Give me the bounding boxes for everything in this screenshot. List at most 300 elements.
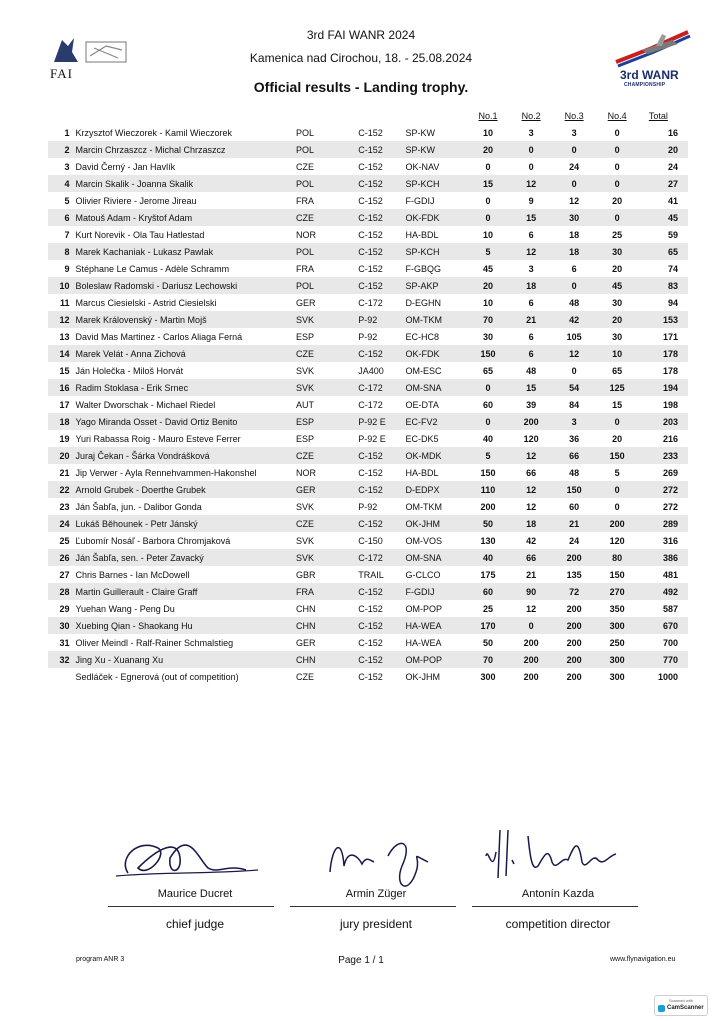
table-row xyxy=(48,549,688,566)
score-no3-cell: 200 xyxy=(553,549,596,566)
score-no4-cell: 350 xyxy=(596,600,639,617)
total-cell: 233 xyxy=(639,447,688,464)
crew-cell: Ján Šabľa, jun. - Dalibor Gonda xyxy=(76,498,296,515)
score-no2-cell: 39 xyxy=(510,396,553,413)
table-row xyxy=(48,634,688,651)
rank-cell: 25 xyxy=(48,532,76,549)
score-no1-cell: 15 xyxy=(467,175,510,192)
registration-cell: OM-POP xyxy=(406,600,467,617)
total-cell: 178 xyxy=(639,345,688,362)
rank-cell: 9 xyxy=(48,260,76,277)
score-no3-cell: 0 xyxy=(553,141,596,158)
scanner-line2: CamScanner xyxy=(667,1005,704,1011)
aircraft-type-cell: C-152 xyxy=(358,192,405,209)
score-no1-cell: 150 xyxy=(467,464,510,481)
nationality-cell: CHN xyxy=(296,651,358,668)
score-no3-cell: 48 xyxy=(553,294,596,311)
rank-cell: 7 xyxy=(48,226,76,243)
crew-cell: Arnold Grubek - Doerthe Grubek xyxy=(76,481,296,498)
total-cell: 670 xyxy=(639,617,688,634)
aircraft-type-cell: C-152 xyxy=(358,583,405,600)
registration-cell: D-EDPX xyxy=(406,481,467,498)
score-no2-cell: 0 xyxy=(510,141,553,158)
aircraft-type-cell: C-172 xyxy=(358,396,405,413)
table-row xyxy=(48,413,688,430)
table-row xyxy=(48,498,688,515)
score-no1-cell: 50 xyxy=(467,634,510,651)
registration-cell: G-CLCO xyxy=(406,566,467,583)
score-no1-cell: 300 xyxy=(467,668,510,685)
score-no2-cell: 0 xyxy=(510,617,553,634)
crew-cell: Matouš Adam - Kryštof Adam xyxy=(76,209,296,226)
wanr-logo-title: 3rd WANR xyxy=(620,68,679,82)
score-no1-cell: 20 xyxy=(467,141,510,158)
aircraft-type-cell: C-152 xyxy=(358,600,405,617)
nationality-cell: SVK xyxy=(296,549,358,566)
score-no3-cell: 72 xyxy=(553,583,596,600)
director-signature-line xyxy=(472,906,638,907)
crew-cell: Juraj Čekan - Šárka Vondrášková xyxy=(76,447,296,464)
registration-cell: OM-TKM xyxy=(406,311,467,328)
rank-cell: 28 xyxy=(48,583,76,600)
total-cell: 27 xyxy=(639,175,688,192)
table-row xyxy=(48,515,688,532)
registration-cell: OK-NAV xyxy=(406,158,467,175)
nationality-cell: CZE xyxy=(296,515,358,532)
aircraft-type-cell: C-152 xyxy=(358,447,405,464)
score-no3-cell: 21 xyxy=(553,515,596,532)
signature-jury-icon xyxy=(318,826,478,896)
jury-role: jury president xyxy=(339,917,413,931)
score-no1-cell: 60 xyxy=(467,583,510,600)
nationality-cell: SVK xyxy=(296,311,358,328)
column-header-no3: No.3 xyxy=(564,110,584,121)
aircraft-type-cell: C-172 xyxy=(358,379,405,396)
score-no3-cell: 60 xyxy=(553,498,596,515)
score-no1-cell: 175 xyxy=(467,566,510,583)
score-no1-cell: 20 xyxy=(467,277,510,294)
aircraft-type-cell: JA400 xyxy=(358,362,405,379)
rank-cell: 6 xyxy=(48,209,76,226)
rank-cell: 21 xyxy=(48,464,76,481)
score-no4-cell: 25 xyxy=(596,226,639,243)
score-no1-cell: 170 xyxy=(467,617,510,634)
crew-cell: Boleslaw Radomski - Dariusz Lechowski xyxy=(76,277,296,294)
registration-cell: OK-FDK xyxy=(406,209,467,226)
rank-cell: 23 xyxy=(48,498,76,515)
score-no1-cell: 5 xyxy=(467,243,510,260)
rank-cell: 10 xyxy=(48,277,76,294)
nationality-cell: CZE xyxy=(296,447,358,464)
score-no2-cell: 12 xyxy=(510,600,553,617)
score-no2-cell: 66 xyxy=(510,549,553,566)
nationality-cell: FRA xyxy=(296,583,358,600)
score-no1-cell: 40 xyxy=(467,430,510,447)
score-no4-cell: 30 xyxy=(596,294,639,311)
registration-cell: OK-JHM xyxy=(406,668,467,685)
registration-cell: D-EGHN xyxy=(406,294,467,311)
rank-cell: 32 xyxy=(48,651,76,668)
total-cell: 153 xyxy=(639,311,688,328)
aircraft-type-cell: C-152 xyxy=(358,617,405,634)
score-no2-cell: 15 xyxy=(510,209,553,226)
score-no3-cell: 36 xyxy=(553,430,596,447)
score-no1-cell: 110 xyxy=(467,481,510,498)
aircraft-type-cell: C-152 xyxy=(358,243,405,260)
table-row xyxy=(48,141,688,158)
score-no2-cell: 18 xyxy=(510,277,553,294)
event-location-dates: Kamenica nad Cirochou, 18. - 25.08.2024 xyxy=(249,51,473,65)
table-row xyxy=(48,209,688,226)
table-row xyxy=(48,447,688,464)
total-cell: 700 xyxy=(639,634,688,651)
score-no2-cell: 6 xyxy=(510,345,553,362)
total-cell: 216 xyxy=(639,430,688,447)
score-no2-cell: 0 xyxy=(510,158,553,175)
score-no3-cell: 0 xyxy=(553,175,596,192)
crew-cell: Ľubomír Nosáľ - Barbora Chromjaková xyxy=(76,532,296,549)
score-no2-cell: 12 xyxy=(510,447,553,464)
registration-cell: F-GDIJ xyxy=(406,192,467,209)
score-no1-cell: 150 xyxy=(467,345,510,362)
results-table xyxy=(48,107,688,685)
score-no2-cell: 3 xyxy=(510,124,553,141)
nationality-cell: SVK xyxy=(296,362,358,379)
score-no4-cell: 65 xyxy=(596,362,639,379)
score-no3-cell: 12 xyxy=(553,192,596,209)
score-no1-cell: 10 xyxy=(467,294,510,311)
table-row xyxy=(48,294,688,311)
registration-cell: EC-HC8 xyxy=(406,328,467,345)
rank-cell: 8 xyxy=(48,243,76,260)
rank-cell: 18 xyxy=(48,413,76,430)
nationality-cell: CZE xyxy=(296,668,358,685)
table-row xyxy=(48,311,688,328)
registration-cell: EC-FV2 xyxy=(406,413,467,430)
crew-cell: Marcus Ciesielski - Astrid Ciesielski xyxy=(76,294,296,311)
total-cell: 65 xyxy=(639,243,688,260)
crew-cell: Olivier Riviere - Jerome Jireau xyxy=(76,192,296,209)
crew-cell: Krzysztof Wieczorek - Kamil Wieczorek xyxy=(76,124,296,141)
score-no3-cell: 24 xyxy=(553,158,596,175)
nationality-cell: POL xyxy=(296,141,358,158)
score-no3-cell: 66 xyxy=(553,447,596,464)
table-row xyxy=(48,396,688,413)
page-number: Page 1 / 1 xyxy=(338,955,384,966)
aircraft-type-cell: C-172 xyxy=(358,549,405,566)
score-no4-cell: 30 xyxy=(596,328,639,345)
score-no4-cell: 200 xyxy=(596,515,639,532)
total-cell: 492 xyxy=(639,583,688,600)
registration-cell: OM-SNA xyxy=(406,549,467,566)
score-no1-cell: 0 xyxy=(467,192,510,209)
crew-cell: Lukáš Běhounek - Petr Jánský xyxy=(76,515,296,532)
table-row xyxy=(48,124,688,141)
score-no2-cell: 3 xyxy=(510,260,553,277)
column-header-no1: No.1 xyxy=(478,110,498,121)
footer-program: program ANR 3 xyxy=(76,956,125,963)
rank-cell: 1 xyxy=(48,124,76,141)
aircraft-type-cell: P-92 xyxy=(358,498,405,515)
table-row xyxy=(48,260,688,277)
registration-cell: OM-SNA xyxy=(406,379,467,396)
crew-cell: Yuri Rabassa Roig - Mauro Esteve Ferrer xyxy=(76,430,296,447)
aircraft-type-cell: C-152 xyxy=(358,464,405,481)
score-no4-cell: 0 xyxy=(596,175,639,192)
rank-cell: 4 xyxy=(48,175,76,192)
score-no4-cell: 150 xyxy=(596,447,639,464)
total-cell: 481 xyxy=(639,566,688,583)
score-no3-cell: 0 xyxy=(553,277,596,294)
jury-signature-line xyxy=(290,906,456,907)
score-no2-cell: 200 xyxy=(510,634,553,651)
registration-cell: HA-BDL xyxy=(406,226,467,243)
nationality-cell: POL xyxy=(296,124,358,141)
aircraft-type-cell: C-172 xyxy=(358,294,405,311)
score-no4-cell: 5 xyxy=(596,464,639,481)
score-no1-cell: 65 xyxy=(467,362,510,379)
score-no3-cell: 30 xyxy=(553,209,596,226)
nationality-cell: CZE xyxy=(296,209,358,226)
total-cell: 83 xyxy=(639,277,688,294)
registration-cell: OK-JHM xyxy=(406,515,467,532)
score-no2-cell: 21 xyxy=(510,566,553,583)
rank-cell: 5 xyxy=(48,192,76,209)
signature-director-icon xyxy=(478,816,638,886)
score-no3-cell: 200 xyxy=(553,617,596,634)
table-row xyxy=(48,192,688,209)
total-cell: 386 xyxy=(639,549,688,566)
score-no3-cell: 3 xyxy=(553,124,596,141)
nationality-cell: POL xyxy=(296,243,358,260)
score-no3-cell: 54 xyxy=(553,379,596,396)
wanr-logo-sub: CHAMPIONSHIP xyxy=(624,82,666,88)
signature-jury xyxy=(318,826,478,896)
total-cell: 198 xyxy=(639,396,688,413)
rank-cell: 31 xyxy=(48,634,76,651)
crew-cell: Ján Šabľa, sen. - Peter Zavacký xyxy=(76,549,296,566)
rank-cell: 2 xyxy=(48,141,76,158)
score-no4-cell: 0 xyxy=(596,124,639,141)
nationality-cell: GER xyxy=(296,481,358,498)
score-no3-cell: 135 xyxy=(553,566,596,583)
score-no1-cell: 70 xyxy=(467,651,510,668)
scanner-line1: Scanned with xyxy=(668,998,693,1003)
score-no3-cell: 42 xyxy=(553,311,596,328)
total-cell: 269 xyxy=(639,464,688,481)
aircraft-type-cell: P-92 E xyxy=(358,413,405,430)
rank-cell: 12 xyxy=(48,311,76,328)
nationality-cell: FRA xyxy=(296,192,358,209)
score-no1-cell: 200 xyxy=(467,498,510,515)
score-no2-cell: 12 xyxy=(510,481,553,498)
nationality-cell: SVK xyxy=(296,379,358,396)
score-no4-cell: 120 xyxy=(596,532,639,549)
crew-cell: Stéphane Le Camus - Adèle Schramm xyxy=(76,260,296,277)
rank-cell: 19 xyxy=(48,430,76,447)
judge-name: Maurice Ducret xyxy=(157,888,233,900)
total-cell: 587 xyxy=(639,600,688,617)
score-no4-cell: 30 xyxy=(596,243,639,260)
score-no2-cell: 66 xyxy=(510,464,553,481)
rank-cell: 13 xyxy=(48,328,76,345)
crew-cell: Yuehan Wang - Peng Du xyxy=(76,600,296,617)
aircraft-type-cell: P-92 xyxy=(358,328,405,345)
airplane-logo-icon xyxy=(612,28,694,70)
column-header-total: Total xyxy=(648,110,668,121)
score-no4-cell: 20 xyxy=(596,192,639,209)
score-no3-cell: 105 xyxy=(553,328,596,345)
crew-cell: Yago Miranda Osset - David Ortiz Benito xyxy=(76,413,296,430)
score-no2-cell: 120 xyxy=(510,430,553,447)
score-no1-cell: 30 xyxy=(467,328,510,345)
rank-cell: 30 xyxy=(48,617,76,634)
score-no2-cell: 12 xyxy=(510,243,553,260)
score-no4-cell: 125 xyxy=(596,379,639,396)
score-no4-cell: 300 xyxy=(596,617,639,634)
score-no4-cell: 80 xyxy=(596,549,639,566)
total-cell: 24 xyxy=(639,158,688,175)
registration-cell: HA-BDL xyxy=(406,464,467,481)
registration-cell: OM-VOS xyxy=(406,532,467,549)
nationality-cell: SVK xyxy=(296,532,358,549)
table-row xyxy=(48,158,688,175)
score-no4-cell: 270 xyxy=(596,583,639,600)
column-header-no4: No.4 xyxy=(607,110,627,121)
scanner-watermark xyxy=(654,995,708,1016)
score-no3-cell: 84 xyxy=(553,396,596,413)
table-row xyxy=(48,668,688,685)
crew-cell: Marek Velát - Anna Zichová xyxy=(76,345,296,362)
director-role: competition director xyxy=(505,917,611,931)
crew-cell: David Černý - Jan Havlík xyxy=(76,158,296,175)
score-no1-cell: 60 xyxy=(467,396,510,413)
total-cell: 194 xyxy=(639,379,688,396)
score-no3-cell: 3 xyxy=(553,413,596,430)
score-no3-cell: 0 xyxy=(553,362,596,379)
total-cell: 94 xyxy=(639,294,688,311)
score-no1-cell: 0 xyxy=(467,209,510,226)
aircraft-type-cell: C-152 xyxy=(358,668,405,685)
results-body xyxy=(48,124,688,685)
score-no1-cell: 130 xyxy=(467,532,510,549)
nationality-cell: CZE xyxy=(296,345,358,362)
registration-cell: SP-KW xyxy=(406,141,467,158)
total-cell: 171 xyxy=(639,328,688,345)
nationality-cell: FRA xyxy=(296,260,358,277)
nationality-cell: AUT xyxy=(296,396,358,413)
rank-cell: 26 xyxy=(48,549,76,566)
total-cell: 59 xyxy=(639,226,688,243)
nationality-cell: GER xyxy=(296,634,358,651)
registration-cell: SP-KCH xyxy=(406,243,467,260)
score-no1-cell: 40 xyxy=(467,549,510,566)
score-no4-cell: 20 xyxy=(596,260,639,277)
score-no4-cell: 0 xyxy=(596,413,639,430)
registration-cell: OM-TKM xyxy=(406,498,467,515)
crew-cell: Marcin Chrzaszcz - Michal Chrzaszcz xyxy=(76,141,296,158)
score-no3-cell: 12 xyxy=(553,345,596,362)
total-cell: 272 xyxy=(639,498,688,515)
aircraft-type-cell: C-150 xyxy=(358,532,405,549)
registration-cell: OM-POP xyxy=(406,651,467,668)
score-no3-cell: 18 xyxy=(553,226,596,243)
table-row xyxy=(48,583,688,600)
table-row xyxy=(48,430,688,447)
total-cell: 770 xyxy=(639,651,688,668)
table-row xyxy=(48,243,688,260)
crew-cell: Martin Guillerault - Claire Graff xyxy=(76,583,296,600)
aircraft-type-cell: C-152 xyxy=(358,209,405,226)
aircraft-type-cell: C-152 xyxy=(358,175,405,192)
total-cell: 203 xyxy=(639,413,688,430)
score-no4-cell: 0 xyxy=(596,481,639,498)
nationality-cell: NOR xyxy=(296,464,358,481)
score-no4-cell: 250 xyxy=(596,634,639,651)
registration-cell: SP-AKP xyxy=(406,277,467,294)
score-no4-cell: 300 xyxy=(596,668,639,685)
crew-cell: Chris Barnes - Ian McDowell xyxy=(76,566,296,583)
crew-cell: Radim Stoklasa - Erik Srnec xyxy=(76,379,296,396)
footer-website: www.flynavigation.eu xyxy=(610,956,676,963)
score-no2-cell: 12 xyxy=(510,175,553,192)
score-no4-cell: 150 xyxy=(596,566,639,583)
registration-cell: SP-KW xyxy=(406,124,467,141)
table-row xyxy=(48,345,688,362)
score-no4-cell: 0 xyxy=(596,498,639,515)
score-no4-cell: 10 xyxy=(596,345,639,362)
nationality-cell: NOR xyxy=(296,226,358,243)
total-cell: 74 xyxy=(639,260,688,277)
judge-role: chief judge xyxy=(165,917,225,931)
nationality-cell: POL xyxy=(296,175,358,192)
aircraft-type-cell: C-152 xyxy=(358,158,405,175)
registration-cell: F-GDIJ xyxy=(406,583,467,600)
fai-logo-text: FAI xyxy=(50,66,73,81)
total-cell: 20 xyxy=(639,141,688,158)
registration-cell: OK-MDK xyxy=(406,447,467,464)
table-row xyxy=(48,651,688,668)
wanr-logo xyxy=(612,28,694,94)
registration-cell: EC-DK5 xyxy=(406,430,467,447)
crew-cell: Marek Kachaniak - Lukasz Pawlak xyxy=(76,243,296,260)
rank-cell: 27 xyxy=(48,566,76,583)
score-no4-cell: 0 xyxy=(596,158,639,175)
score-no2-cell: 15 xyxy=(510,379,553,396)
score-no2-cell: 200 xyxy=(510,651,553,668)
score-no2-cell: 42 xyxy=(510,532,553,549)
crew-cell: Xuebing Qian - Shaokang Hu xyxy=(76,617,296,634)
score-no2-cell: 48 xyxy=(510,362,553,379)
jury-name: Armin Züger xyxy=(345,888,407,900)
registration-cell: HA-WEA xyxy=(406,634,467,651)
registration-cell: SP-KCH xyxy=(406,175,467,192)
score-no4-cell: 20 xyxy=(596,311,639,328)
score-no1-cell: 45 xyxy=(467,260,510,277)
nationality-cell: POL xyxy=(296,277,358,294)
aircraft-type-cell: C-152 xyxy=(358,481,405,498)
aircraft-type-cell: C-152 xyxy=(358,260,405,277)
crew-cell: Marek Královenský - Martin Mojš xyxy=(76,311,296,328)
nationality-cell: CZE xyxy=(296,158,358,175)
registration-cell: OM-ESC xyxy=(406,362,467,379)
total-cell: 289 xyxy=(639,515,688,532)
aircraft-type-cell: C-152 xyxy=(358,634,405,651)
rank-cell: 24 xyxy=(48,515,76,532)
aircraft-type-cell: P-92 E xyxy=(358,430,405,447)
score-no3-cell: 200 xyxy=(553,668,596,685)
aircraft-type-cell: C-152 xyxy=(358,277,405,294)
